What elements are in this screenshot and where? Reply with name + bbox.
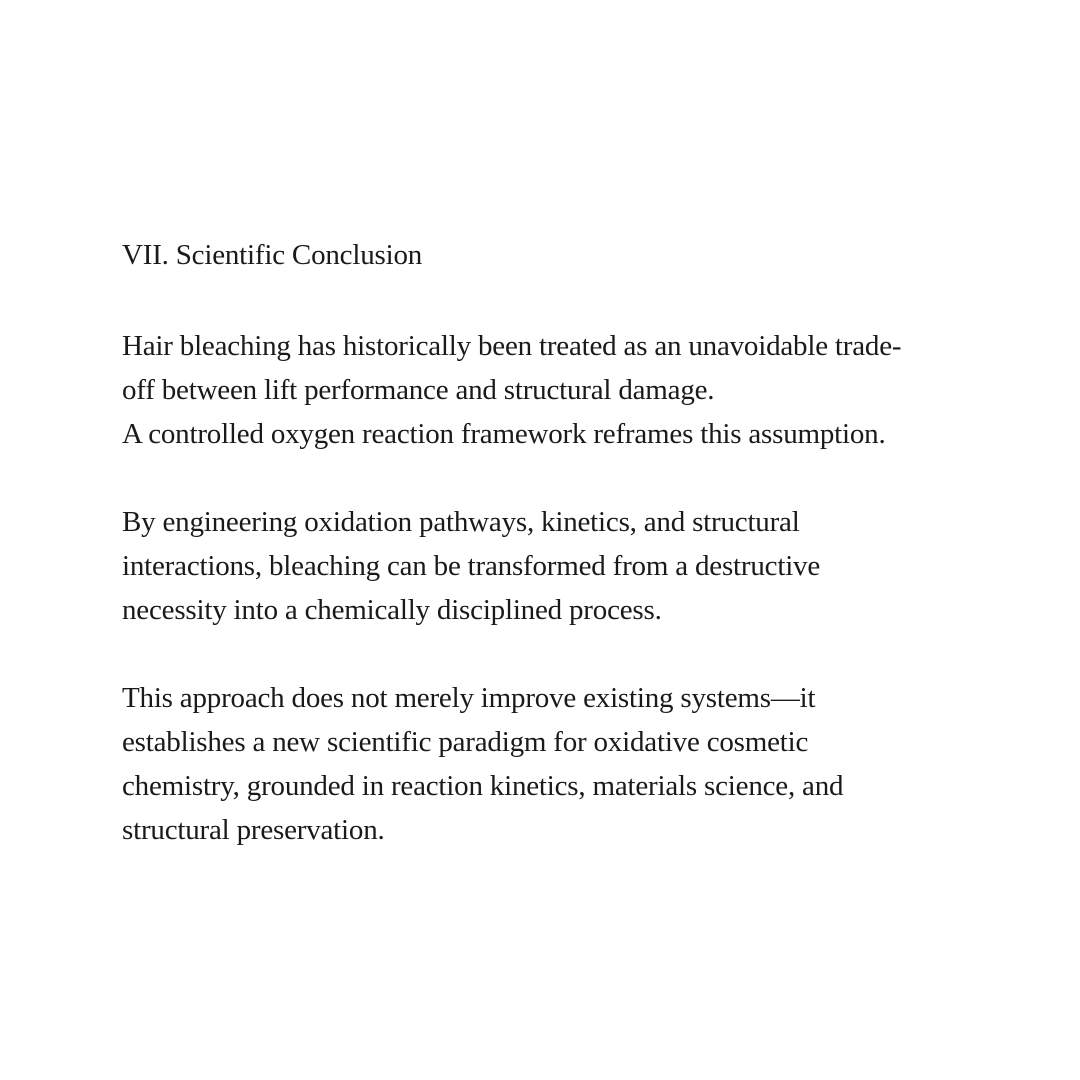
paragraph-line: off between lift performance and structural damage. <box>122 374 715 406</box>
paragraph-line: structural preservation. <box>122 814 385 846</box>
paragraph-line: interactions, bleaching can be transformed from a destructive <box>122 550 821 582</box>
paragraph-line: establishes a new scientific paradigm for oxidative cosmetic <box>122 726 809 758</box>
paragraph-line: By engineering oxidation pathways, kinetics, and structural <box>122 506 800 538</box>
paragraph-3 <box>122 676 952 852</box>
section-heading: VII. Scientific Conclusion <box>122 239 423 271</box>
paragraph-line: necessity into a chemically disciplined process. <box>122 594 662 626</box>
paragraph-1 <box>122 324 952 456</box>
paragraph-2 <box>122 500 952 632</box>
paragraph-line: chemistry, grounded in reaction kinetics, materials science, and <box>122 770 844 802</box>
paragraph-line: A controlled oxygen reaction framework reframes this assumption. <box>122 418 886 450</box>
paragraph-line: Hair bleaching has historically been treated as an unavoidable trade- <box>122 330 902 362</box>
paragraph-line: This approach does not merely improve existing systems—it <box>122 682 816 714</box>
document-body <box>122 230 952 896</box>
